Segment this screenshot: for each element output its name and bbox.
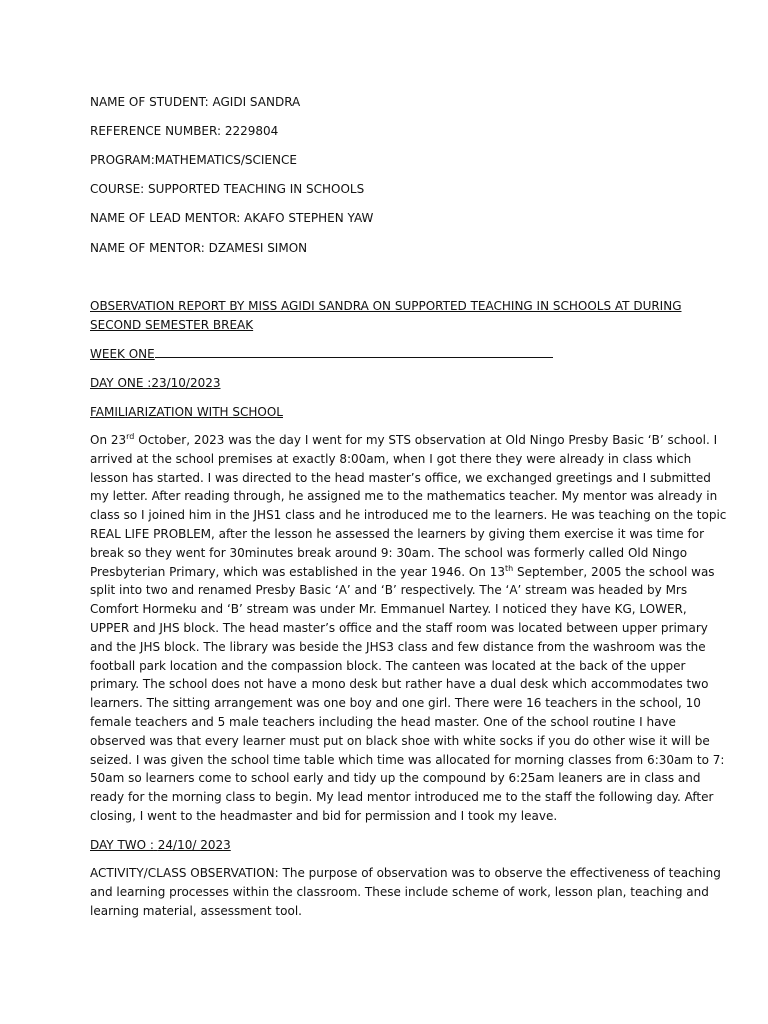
- course: COURSE: SUPPORTED TEACHING IN SCHOOLS: [90, 182, 365, 196]
- paragraph-line: arrived at the school premises at exactly 8:00am, when I got there they were already in class which: [90, 451, 692, 466]
- paragraph-line: UPPER and JHS block. The head master’s office and the staff room was located between upper primary: [90, 620, 708, 635]
- paragraph-line: football park location and the compassion block. The canteen was located at the back of the upper: [90, 658, 686, 673]
- student-name: NAME OF STUDENT: AGIDI SANDRA: [90, 95, 301, 109]
- paragraph-line: seized. I was given the school time table which time was allocated for morning classes from 6:30am to 7:: [90, 752, 725, 767]
- paragraph-line: class so I joined him in the JHS1 class and he introduced me to the learners. He was teaching on the topic: [90, 508, 727, 523]
- paragraph-line: ready for the morning class to begin. My lead mentor introduced me to the staff the following day. After: [90, 790, 714, 805]
- week-one-label: WEEK ONE: [90, 347, 155, 361]
- program: PROGRAM:MATHEMATICS/SCIENCE: [90, 153, 297, 167]
- report-title-line-1: OBSERVATION REPORT BY MISS AGIDI SANDRA ON SUPPORTED TEACHING IN SCHOOLS AT DURING: [90, 299, 682, 313]
- paragraph-line: ACTIVITY/CLASS OBSERVATION: The purpose of observation was to observe the effectiveness of teaching: [90, 866, 721, 880]
- paragraph-line: [90, 431, 718, 450]
- paragraph-line: lesson has started. I was directed to the head master’s office, we exchanged greetings and I submitted: [90, 470, 711, 485]
- paragraph-line: my letter. After reading through, he assigned me to the mathematics teacher. My mentor was already in: [90, 489, 718, 504]
- paragraph-activity: [90, 864, 721, 920]
- day-two-date: 24/10/ 2023: [157, 838, 231, 852]
- paragraph-line: REAL LIFE PROBLEM, after the lesson he assessed the learners by giving them exercise it was time for: [90, 526, 705, 541]
- paragraph-line: break so they went for 30minutes break around 9: 30am. The school was formerly called Old Ningo: [90, 545, 688, 560]
- paragraph-line: learners. The sitting arrangement was one boy and one girl. There were 16 teachers in the school, 10: [90, 696, 701, 711]
- day-two-heading: [90, 837, 231, 853]
- paragraph-line: and the JHS block. The library was beside the JHS3 class and few distance from the washroom was the: [90, 639, 706, 654]
- report-title-line-2: SECOND SEMESTER BREAK: [90, 318, 254, 332]
- day-two-label: DAY TWO :: [90, 838, 154, 852]
- paragraph-line: closing, I went to the headmaster and bid for permission and I took my leave.: [90, 808, 558, 823]
- paragraph-line: split into two and renamed Presby Basic ‘A’ and ‘B’ respectively. The ‘A’ stream was headed by Mrs: [90, 583, 688, 598]
- day-one-heading: [90, 375, 220, 391]
- text-run: On 23: [90, 433, 127, 447]
- lead-mentor: NAME OF LEAD MENTOR: AKAFO STEPHEN YAW: [90, 211, 374, 225]
- week-one-rule: [155, 346, 553, 358]
- paragraph-familiarization: [90, 431, 727, 826]
- text-run: September, 2005 the school was: [513, 564, 715, 579]
- superscript: th: [504, 563, 514, 573]
- paragraph-line: female teachers and 5 male teachers including the head master. One of the school routine I have: [90, 714, 676, 729]
- text-run: Presbyterian Primary, which was established in the year 1946. On 13: [90, 564, 505, 579]
- day-one-label: DAY ONE :: [90, 376, 152, 390]
- paragraph-line: observed was that every learner must put on black shoe with white socks if you do other wise it will be: [90, 733, 710, 748]
- reference-number: REFERENCE NUMBER: 2229804: [90, 124, 279, 138]
- paragraph-line: Comfort Hormeku and ‘B’ stream was under Mr. Emmanuel Nartey. I noticed they have KG, LOWER,: [90, 602, 687, 617]
- paragraph-line: [90, 563, 715, 582]
- superscript: rd: [126, 432, 135, 441]
- mentor: NAME OF MENTOR: DZAMESI SIMON: [90, 241, 308, 255]
- paragraph-line: primary. The school does not have a mono desk but rather have a dual desk which accommodates two: [90, 677, 709, 692]
- familiarization-heading: FAMILIARIZATION WITH SCHOOL: [90, 405, 283, 419]
- week-one-heading: [90, 346, 553, 362]
- paragraph-line: 50am so learners come to school early and tidy up the compound by 6:25am leaners are in class and: [90, 771, 701, 786]
- day-one-date: 23/10/2023: [151, 376, 221, 390]
- paragraph-line: learning material, assessment tool.: [90, 903, 302, 918]
- paragraph-line: and learning processes within the classroom. These include scheme of work, lesson plan, teaching and: [90, 884, 709, 899]
- text-run: October, 2023 was the day I went for my STS observation at Old Ningo Presby Basic ‘B’ school. I: [134, 433, 718, 447]
